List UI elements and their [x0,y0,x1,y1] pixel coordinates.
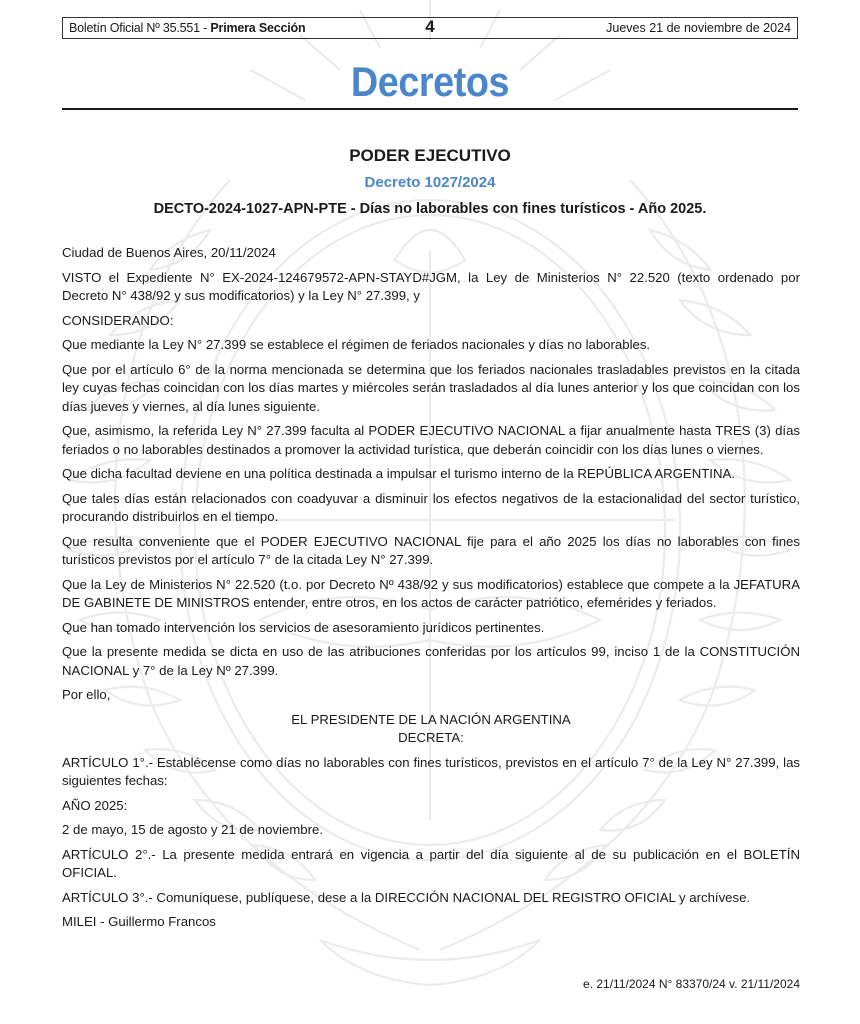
considerando-paragraph: Que por el artículo 6° de la norma mencionada se determina que los feriados nacionales trasladables previstos en la citada ley cuyas fechas coincidan con los días martes y miércoles serán trasladados al día lunes anterior y los que coincidan con los días jueves y viernes, al día lunes siguiente. [62,361,800,414]
bulletin-info: Boletín Oficial Nº 35.551 - Primera Sección [69,21,306,35]
decree-number: Decreto 1027/2024 [364,174,496,191]
issuing-organism: PODER EJECUTIVO [349,146,511,165]
page-header [62,17,798,39]
article-2: ARTÍCULO 2°.- La presente medida entrará en vigencia a partir del día siguiente al de su publicación en el BOLETÍN OFICIAL. [62,846,800,880]
considerando-paragraph: Que resulta conveniente que el PODER EJECUTIVO NACIONAL fije para el año 2025 los días no laborables con fines turísticos previstos por el artículo 7° de la citada Ley N° 27.399. [62,533,800,567]
considerando-paragraph: Que la Ley de Ministerios N° 22.520 (t.o. por Decreto Nº 438/92 y sus modificatorios) establece que compete a la JEFATURA DE GABINETE DE MINISTROS entender, entre otros, en los actos de carácter patriótico, efemérides y feriados. [62,576,800,610]
section-name: Primera Sección [210,21,306,35]
considerando-paragraph: Que tales días están relacionados con coadyuvar a disminuir los efectos negativos de la estacionalidad del sector turístico, procurando distribuirlos en el tiempo. [62,490,800,524]
enacting-formula [62,711,800,748]
visto-paragraph: VISTO el Expediente N° EX-2024-124679572-APN-STAYD#JGM, la Ley de Ministerios N° 22.520 (texto ordenado por Decreto N° 438/92 y sus modificatorios) y la Ley N° 27.399, y [62,269,800,303]
holiday-dates: 2 de mayo, 15 de agosto y 21 de noviembre. [62,822,323,837]
considerando-paragraph: Que, asimismo, la referida Ley N° 27.399 faculta al PODER EJECUTIVO NACIONAL a fijar anualmente hasta TRES (3) días feriados o no laborables destinados a promover la actividad turística, que deberán coincidir con los días lunes o viernes. [62,423,800,457]
considerando-paragraph: Que mediante la Ley N° 27.399 se establece el régimen de feriados nacionales y días no laborables. [62,337,651,352]
decree-title: DECTO-2024-1027-APN-PTE - Días no laborables con fines turísticos - Año 2025. [153,201,707,217]
decree-body [62,244,800,938]
considerando-paragraph: Que han tomado intervención los servicios de asesoramiento jurídicos pertinentes. [62,619,545,635]
president-line: EL PRESIDENTE DE LA NACIÓN ARGENTINA [291,711,571,727]
considerando-heading: CONSIDERANDO: [62,312,174,328]
place-date: Ciudad de Buenos Aires, 20/11/2024 [62,245,276,260]
section-title: Decretos [350,58,510,105]
article-3: ARTÍCULO 3°.- Comuníquese, publíquese, dese a la DIRECCIÓN NACIONAL DEL REGISTRO OFICIAL y archívese. [62,889,751,905]
bulletin-number: Boletín Oficial Nº 35.551 [69,21,200,35]
title-divider [62,108,798,110]
signature: MILEI - Guillermo Francos [62,914,216,929]
page-number: 4 [425,17,435,36]
publication-date: Jueves 21 de noviembre de 2024 [606,21,791,35]
por-ello: Por ello, [62,687,111,702]
considerando-paragraph: Que la presente medida se dicta en uso de las atribuciones conferidas por los artículos 99, inciso 1 de la CONSTITUCIÓN NACIONAL y 7° de la Ley Nº 27.399. [62,644,800,678]
considerando-paragraph: Que dicha facultad deviene en una política destinada a impulsar el turismo interno de la REPÚBLICA ARGENTINA. [62,466,735,481]
decreta-line: DECRETA: [398,730,464,745]
article-1: ARTÍCULO 1°.- Establécense como días no laborables con fines turísticos, previstos en el artículo 7° de la Ley N° 27.399, las siguientes fechas: [62,754,800,788]
year-heading: AÑO 2025: [62,797,128,813]
publication-reference: e. 21/11/2024 N° 83370/24 v. 21/11/2024 [583,977,800,991]
